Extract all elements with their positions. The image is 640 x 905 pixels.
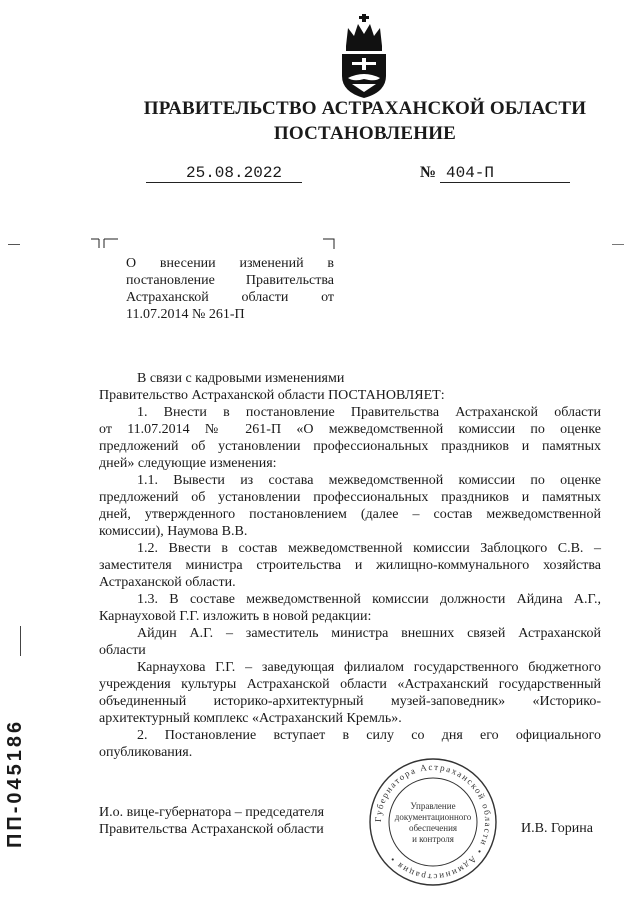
body-line: В связи с кадровыми изменениями	[137, 371, 345, 386]
signatory-position	[99, 804, 359, 838]
body-line: от 11.07.2014 № 261-П «О межведомственной комиссии по оценке	[99, 422, 601, 437]
body-line: 2. Постановление вступает в силу со дня его официального	[137, 728, 601, 743]
body-line: предложений об установлении профессиональных праздников и памятных	[99, 439, 601, 454]
body-line: учреждения культуры Астраханской области «Астраханский государственный	[99, 677, 601, 692]
margin-tick-right	[612, 244, 624, 245]
body-line: предложений об установлении профессиональных праздников и памятных	[99, 490, 601, 505]
body-line: опубликования.	[99, 745, 193, 760]
subject-line: О внесении изменений в	[126, 256, 334, 271]
date-underline	[146, 182, 302, 183]
margin-mark	[20, 626, 21, 656]
body-line: дней, утвержденного постановлением (далее – состав межведомственной	[99, 507, 601, 522]
body-line: объединенный историко-архитектурный музей-заповедник» «Историко-	[99, 694, 601, 709]
bracket-top-right-mark	[322, 238, 336, 250]
document-subject	[126, 255, 334, 323]
body-line: Карнауховой Г.Г. изложить в новой редакции:	[99, 609, 372, 624]
body-line: 1.1. Вывести из состава межведомственной комиссии по оценке	[137, 473, 601, 488]
signatory-position-line: Правительства Астраханской области	[99, 822, 324, 837]
bracket-top-left-mark	[90, 238, 120, 250]
body-line: 1. Внести в постановление Правительства Астраханской области	[137, 405, 601, 420]
body-line: 1.3. В составе межведомственной комиссии должности Айдина А.Г.,	[137, 592, 601, 607]
signatory-name: И.В. Горина	[521, 821, 594, 836]
body-line: дней» следующие изменения:	[99, 456, 277, 471]
document-type-title: ПОСТАНОВЛЕНИЕ	[273, 123, 457, 144]
margin-tick	[8, 244, 20, 245]
stamp-ring-text: Губернатора Астраханской области • Администрация •	[372, 761, 494, 883]
body-line: области	[99, 643, 146, 658]
document-body	[99, 370, 601, 761]
number-sign: №	[420, 164, 437, 181]
body-line: Айдин А.Г. – заместитель министра внешних связей Астраханской	[137, 626, 601, 641]
registration-code: ПП-045186	[4, 718, 26, 848]
stamp-text-line: обеспечения	[408, 823, 458, 833]
document-date: 25.08.2022	[186, 164, 283, 182]
body-line: комиссии), Наумова В.В.	[99, 524, 248, 539]
subject-line: 11.07.2014 № 261-П	[126, 307, 245, 322]
stamp-text-line: и контроля	[412, 834, 454, 844]
signatory-position-line: И.о. вице-губернатора – председателя	[99, 805, 325, 820]
government-name: ПРАВИТЕЛЬСТВО АСТРАХАНСКОЙ ОБЛАСТИ	[143, 98, 587, 119]
body-line: заместителя министра строительства и жилищно-коммунального хозяйства	[99, 558, 601, 573]
coat-of-arms-emblem	[334, 12, 394, 98]
official-stamp	[368, 757, 498, 887]
body-line: Карнаухова Г.Г. – заведующая филиалом государственного бюджетного	[137, 660, 601, 675]
subject-line: Астраханской области от	[126, 290, 334, 305]
body-line: 1.2. Ввести в состав межведомственной комиссии Заблоцкого С.В. –	[137, 541, 601, 556]
document-number: 404-П	[446, 164, 495, 182]
body-line: Астраханской области.	[99, 575, 236, 590]
stamp-text-line: документационного	[394, 812, 472, 822]
body-line: архитектурный комплекс «Астраханский Кремль».	[99, 711, 402, 726]
number-underline	[440, 182, 570, 183]
body-line: Правительство Астраханской области ПОСТАНОВЛЯЕТ:	[99, 388, 445, 403]
stamp-text-line: Управление	[410, 801, 456, 811]
subject-line: постановление Правительства	[126, 273, 334, 288]
